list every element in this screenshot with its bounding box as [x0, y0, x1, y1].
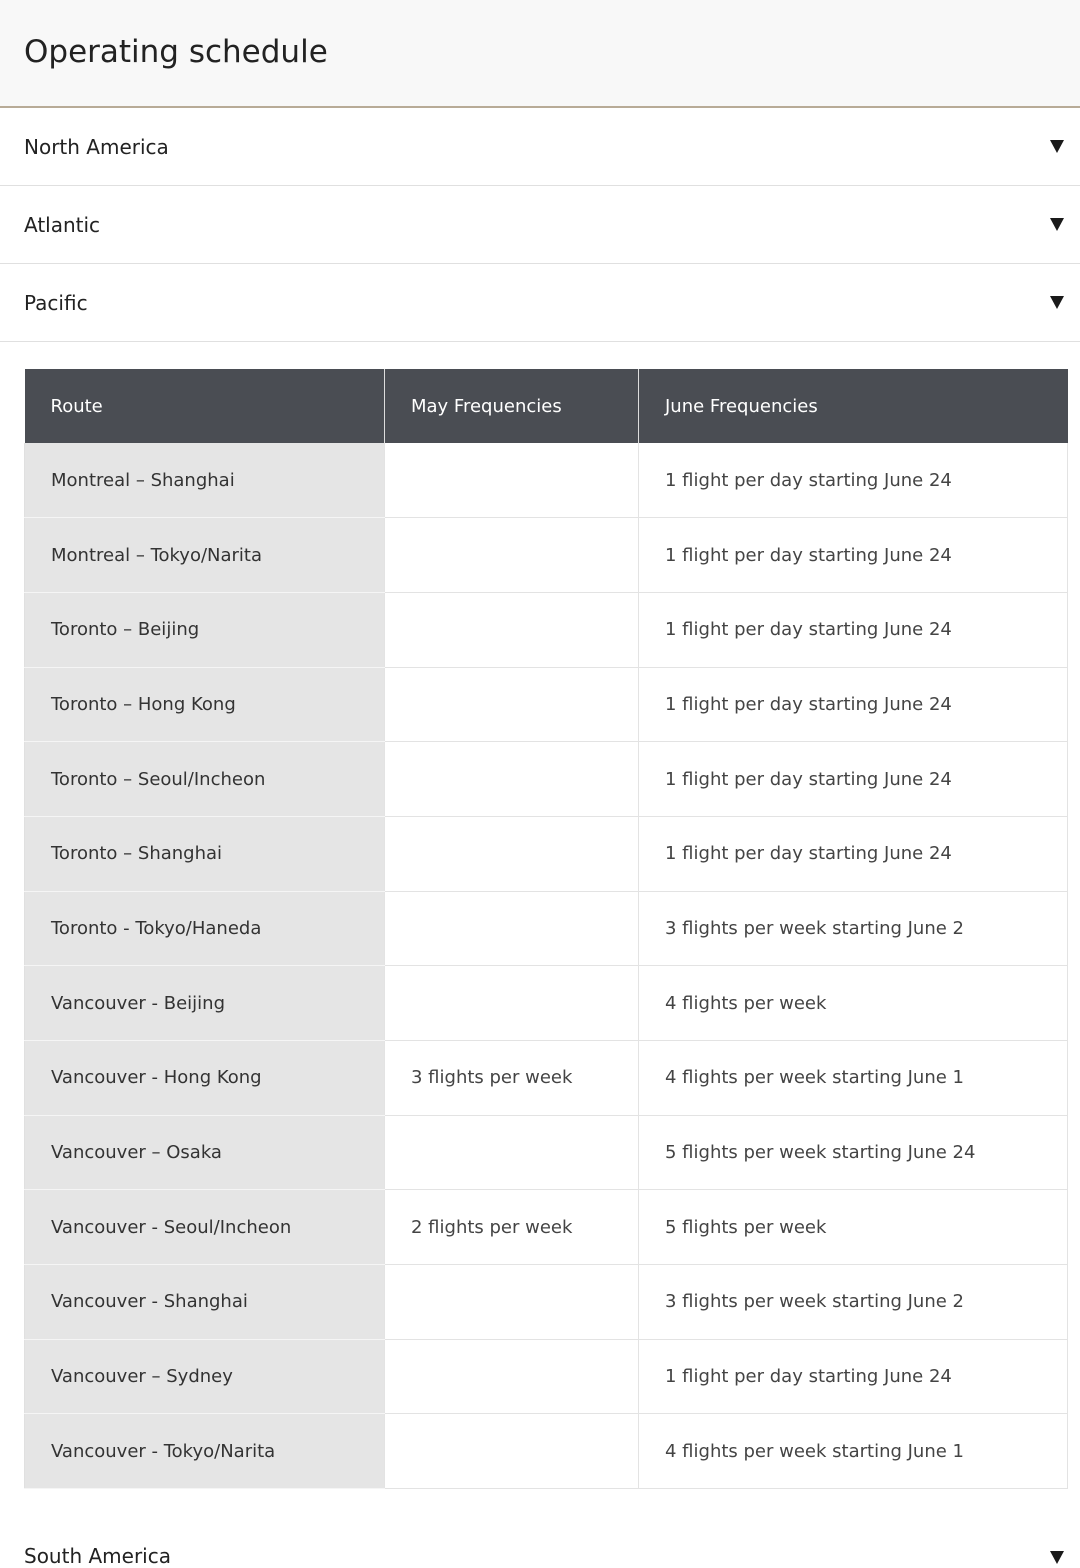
- june-frequency-cell: 5 flights per week starting June 24: [639, 1115, 1068, 1190]
- may-frequency-cell: [385, 966, 639, 1041]
- accordion-item-pacific[interactable]: [0, 264, 1080, 342]
- page-header: [0, 0, 1080, 108]
- route-cell: Montreal – Shanghai: [25, 443, 385, 518]
- june-frequency-cell: 1 flight per day starting June 24: [639, 742, 1068, 817]
- may-frequency-cell: [385, 891, 639, 966]
- table-row: [25, 1115, 1068, 1190]
- route-cell: Toronto – Shanghai: [25, 816, 385, 891]
- june-frequency-cell: 1 flight per day starting June 24: [639, 443, 1068, 518]
- schedule-table: [24, 369, 1068, 1489]
- june-frequency-cell: 3 flights per week starting June 2: [639, 1265, 1068, 1340]
- june-frequency-cell: 1 flight per day starting June 24: [639, 518, 1068, 593]
- may-frequency-cell: [385, 1339, 639, 1414]
- route-cell: Vancouver – Osaka: [25, 1115, 385, 1190]
- table-row: [25, 1041, 1068, 1116]
- may-frequency-cell: [385, 1115, 639, 1190]
- route-cell: Vancouver - Shanghai: [25, 1265, 385, 1340]
- june-frequency-cell: 4 flights per week starting June 1: [639, 1041, 1068, 1116]
- may-frequency-cell: [385, 816, 639, 891]
- accordion-item-north-america[interactable]: [0, 108, 1080, 186]
- june-frequency-cell: 3 flights per week starting June 2: [639, 891, 1068, 966]
- route-cell: Toronto - Tokyo/Haneda: [25, 891, 385, 966]
- accordion-label: Atlantic: [24, 212, 101, 237]
- caret-down-icon[interactable]: [1050, 218, 1064, 231]
- may-frequency-cell: [385, 1414, 639, 1489]
- route-cell: Toronto – Beijing: [25, 592, 385, 667]
- accordion-item-south-america[interactable]: [0, 1520, 1080, 1568]
- column-header-june: June Frequencies: [639, 369, 1068, 443]
- june-frequency-cell: 1 flight per day starting June 24: [639, 1339, 1068, 1414]
- june-frequency-cell: 1 flight per day starting June 24: [639, 667, 1068, 742]
- column-header-route: Route: [25, 369, 385, 443]
- accordion-label: South America: [24, 1544, 171, 1568]
- may-frequency-cell: [385, 742, 639, 817]
- may-frequency-cell: 2 flights per week: [385, 1190, 639, 1265]
- may-frequency-cell: [385, 443, 639, 518]
- table-row: [25, 816, 1068, 891]
- table-row: [25, 1414, 1068, 1489]
- table-row: [25, 667, 1068, 742]
- route-cell: Vancouver - Seoul/Incheon: [25, 1190, 385, 1265]
- column-header-may: May Frequencies: [385, 369, 639, 443]
- may-frequency-cell: [385, 592, 639, 667]
- table-row: [25, 1339, 1068, 1414]
- june-frequency-cell: 1 flight per day starting June 24: [639, 816, 1068, 891]
- pacific-schedule: [0, 342, 1080, 1489]
- may-frequency-cell: [385, 1265, 639, 1340]
- table-row: [25, 891, 1068, 966]
- table-row: [25, 443, 1068, 518]
- accordion-label: North America: [24, 134, 169, 159]
- table-row: [25, 742, 1068, 817]
- accordion-item-atlantic[interactable]: [0, 186, 1080, 264]
- june-frequency-cell: 4 flights per week: [639, 966, 1068, 1041]
- accordion-label: Pacific: [24, 290, 88, 315]
- may-frequency-cell: [385, 667, 639, 742]
- table-row: [25, 592, 1068, 667]
- june-frequency-cell: 4 flights per week starting June 1: [639, 1414, 1068, 1489]
- caret-down-icon[interactable]: [1050, 296, 1064, 309]
- route-cell: Montreal – Tokyo/Narita: [25, 518, 385, 593]
- route-cell: Vancouver - Beijing: [25, 966, 385, 1041]
- route-cell: Toronto – Seoul/Incheon: [25, 742, 385, 817]
- june-frequency-cell: 1 flight per day starting June 24: [639, 592, 1068, 667]
- route-cell: Vancouver - Tokyo/Narita: [25, 1414, 385, 1489]
- route-cell: Toronto – Hong Kong: [25, 667, 385, 742]
- table-header-row: [25, 369, 1068, 443]
- may-frequency-cell: 3 flights per week: [385, 1041, 639, 1116]
- table-row: [25, 966, 1068, 1041]
- caret-down-icon[interactable]: [1050, 1551, 1064, 1564]
- table-row: [25, 1190, 1068, 1265]
- table-row: [25, 1265, 1068, 1340]
- caret-down-icon[interactable]: [1050, 140, 1064, 153]
- table-row: [25, 518, 1068, 593]
- page-title: Operating schedule: [24, 34, 328, 70]
- accordion: [0, 108, 1080, 342]
- may-frequency-cell: [385, 518, 639, 593]
- june-frequency-cell: 5 flights per week: [639, 1190, 1068, 1265]
- route-cell: Vancouver - Hong Kong: [25, 1041, 385, 1116]
- route-cell: Vancouver – Sydney: [25, 1339, 385, 1414]
